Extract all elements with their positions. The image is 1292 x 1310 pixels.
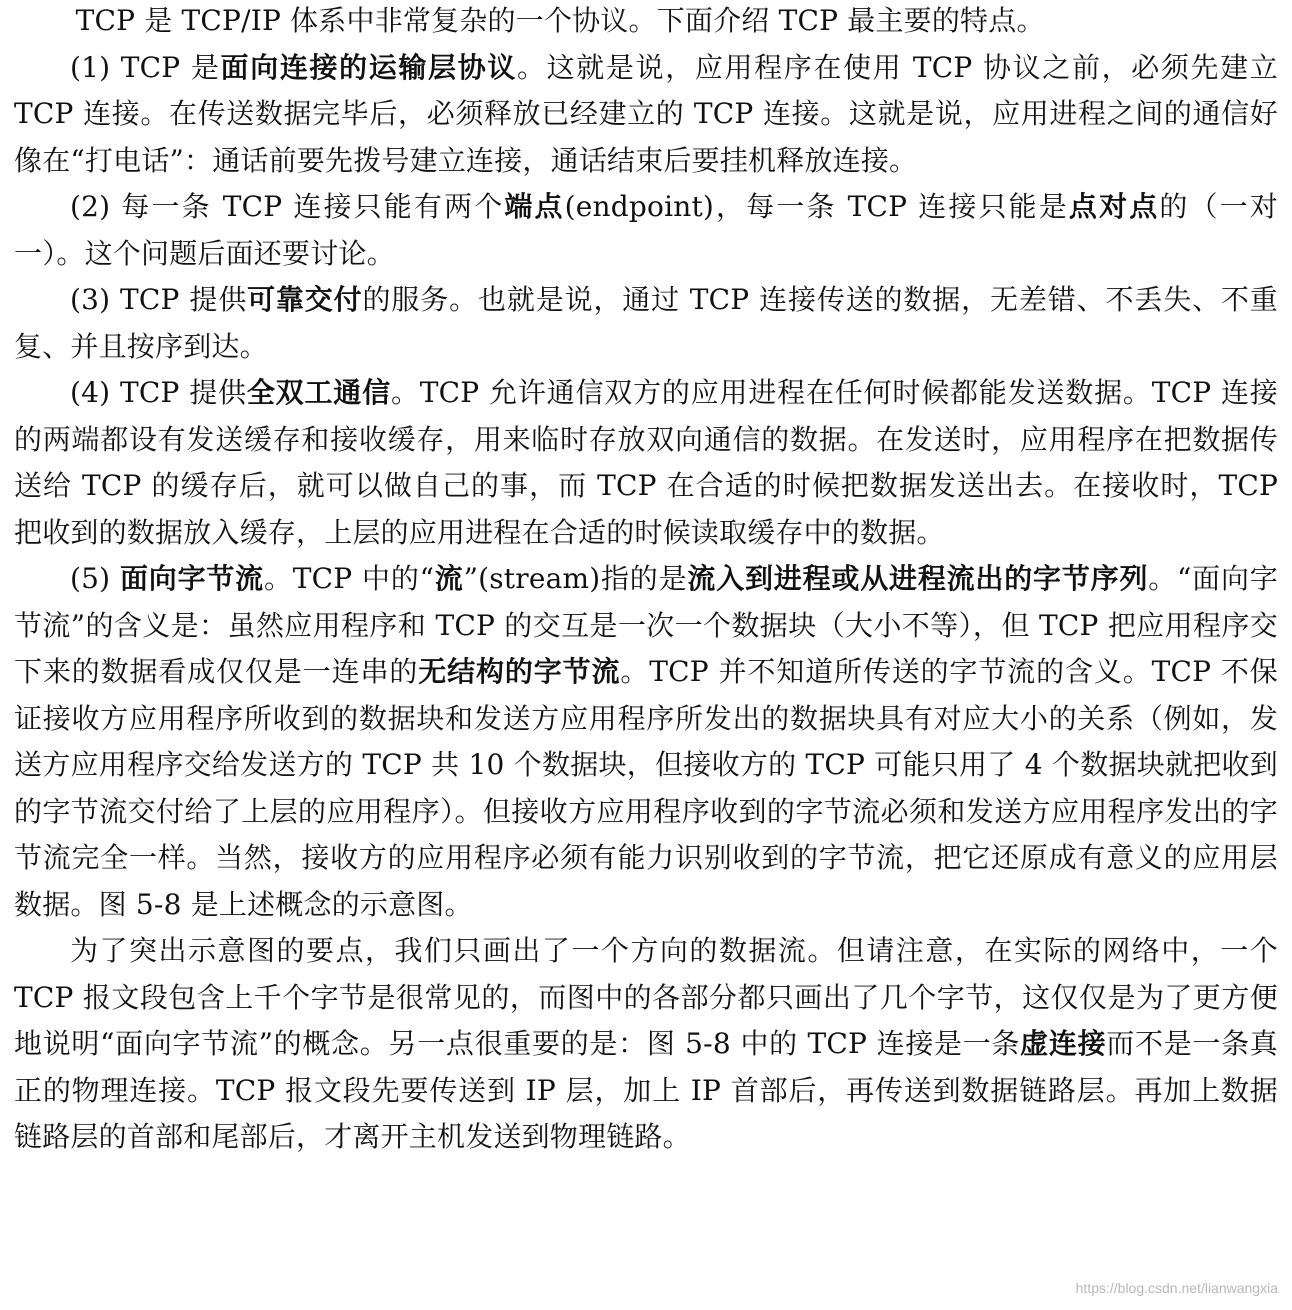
feature-5-paragraph: (5) 面向字节流。TCP 中的“流”(stream)指的是流入到进程或从进程流出的字节序列。“面向字节流”的含义是：虽然应用程序和 TCP 的交互是一次一个数据块（大小不等），但 TCP 把应用程序交下来的数据看成仅仅是一连串的无结构的字节流。TCP 并不知道所传送的字节流的含义。TCP 不保证接收方应用程序所收到的数据块和发送方应用程序所发出的数据块具有对应大小的关系（例如，发送方应用程序交给发送方的 TCP 共 10 个数据块，但接收方的 TCP 可能只用了 4 个数据块就把收到的字节流交付给了上层的应用程序）。但接收方应用程序收到的字节流必须和发送方应用程序发出的字节流完全一样。当然，接收方的应用程序必须有能力识别收到的字节流，把它还原成有意义的应用层数据。图 5-8 是上述概念的示意图。 <box>14 562 1278 921</box>
bold-term: 流 <box>434 562 464 595</box>
bold-term: 点对点 <box>1068 190 1160 223</box>
bold-term: 端点 <box>504 190 565 223</box>
watermark-url: https://blog.csdn.net/lianwangxia <box>1075 1280 1278 1296</box>
bold-term: 面向字节流 <box>119 562 264 595</box>
feature-1-paragraph: (1) TCP 是面向连接的运输层协议。这就是说，应用程序在使用 TCP 协议之前，必须先建立 TCP 连接。在传送数据完毕后，必须释放已经建立的 TCP 连接。这就是说，应用进程之间的通信好像在“打电话”：通话前要先拨号建立连接，通话结束后要挂机释放连接。 <box>14 50 1279 177</box>
bold-term: 面向连接的运输层协议 <box>220 50 517 84</box>
bold-term: 全双工通信 <box>246 376 391 409</box>
bold-term: 无结构的字节流 <box>418 655 621 688</box>
bold-term: 虚连接 <box>1020 1027 1107 1060</box>
feature-2-paragraph: (2) 每一条 TCP 连接只能有两个端点(endpoint)，每一条 TCP 连接只能是点对点的（一对一）。这个问题后面还要讨论。 <box>14 190 1278 270</box>
feature-4-paragraph: (4) TCP 提供全双工通信。TCP 允许通信双方的应用进程在任何时候都能发送数据。TCP 连接的两端都设有发送缓存和接收缓存，用来临时存放双向通信的数据。在发送时，应用程序在把数据传送给 TCP 的缓存后，就可以做自己的事，而 TCP 在合适的时候把数据发送出去。在接收时，TCP 把收到的数据放入缓存，上层的应用进程在合适的时候读取缓存中的数据。 <box>14 376 1278 549</box>
document-page <box>14 0 1278 1161</box>
bold-term: 流入到进程或从进程流出的字节序列 <box>687 562 1149 595</box>
feature-3-paragraph: (3) TCP 提供可靠交付的服务。也就是说，通过 TCP 连接传送的数据，无差错、不丢失、不重复、并且按序到达。 <box>14 283 1278 363</box>
intro-paragraph: TCP 是 TCP/IP 体系中非常复杂的一个协议。下面介绍 TCP 最主要的特点。 <box>75 4 1045 37</box>
bold-term: 可靠交付 <box>247 283 363 316</box>
closing-paragraph: 为了突出示意图的要点，我们只画出了一个方向的数据流。但请注意，在实际的网络中，一个 TCP 报文段包含上千个字节是很常见的，而图中的各部分都只画出了几个字节，这仅仅是为了更方便地说明“面向字节流”的概念。另一点很重要的是：图 5-8 中的 TCP 连接是一条虚连接而不是一条真正的物理连接。TCP 报文段先要传送到 IP 层，加上 IP 首部后，再传送到数据链路层。再加上数据链路层的首部和尾部后，才离开主机发送到物理链路。 <box>14 934 1279 1153</box>
